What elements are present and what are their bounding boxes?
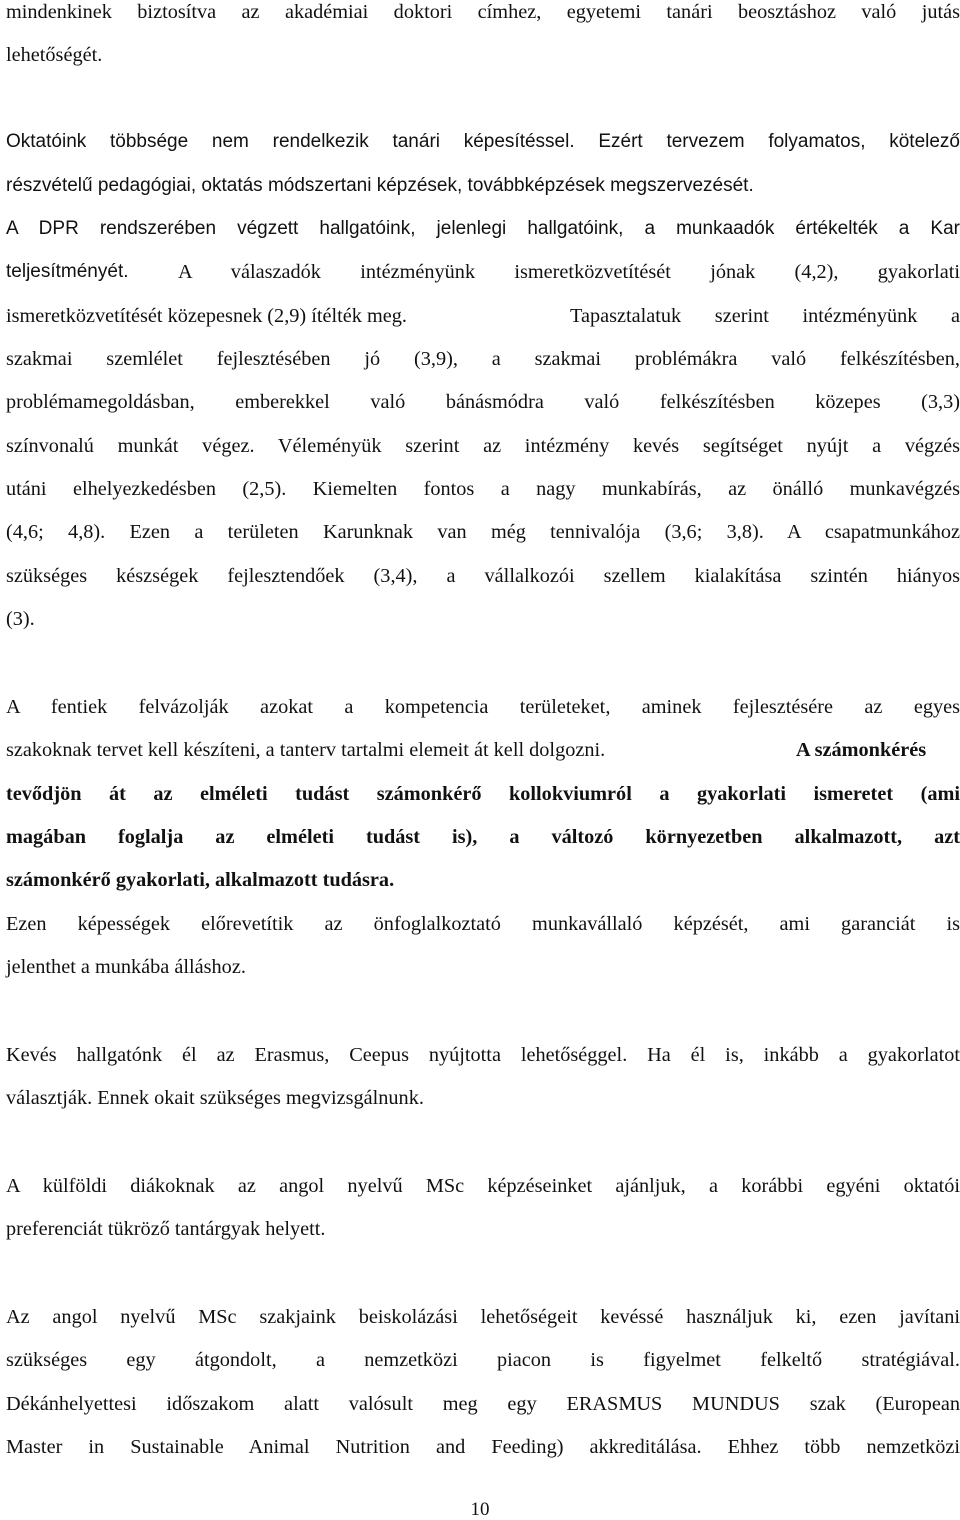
text-line: problémamegoldásban, emberekkel való bánásmódra való felkészítésben közepes (3,3) (6, 391, 960, 413)
text-line: A DPR rendszerében végzett hallgatóink, jelenlegi hallgatóink, a munkaadók értékelték a Kar (6, 218, 960, 239)
text-line-bold: A számonkérés (796, 739, 927, 761)
text-line: lehetőségét. (6, 44, 103, 66)
text-line: (4,6; 4,8). Ezen a területen Karunknak van még tennivalója (3,6; 3,8). A csapatmunkához (6, 521, 960, 543)
text-line: Kevés hallgatónk él az Erasmus, Ceepus nyújtotta lehetőséggel. Ha él is, inkább a gyakorlatot (6, 1044, 960, 1066)
text-line: mindenkinek biztosítva az akadémiai doktori címhez, egyetemi tanári beosztáshoz való jutás (6, 1, 960, 23)
text-line: szükséges egy átgondolt, a nemzetközi piacon is figyelmet felkeltő stratégiával. (6, 1349, 960, 1371)
text-line: Dékánhelyettesi időszakom alatt valósult meg egy ERASMUS MUNDUS szak (European (6, 1393, 960, 1415)
text-line: Az angol nyelvű MSc szakjaink beiskolázási lehetőségeit kevéssé használjuk ki, ezen javítani (6, 1306, 960, 1328)
text-line: A fentiek felvázolják azokat a kompetencia területeket, aminek fejlesztésére az egyes (6, 696, 960, 718)
text-line: A külföldi diákoknak az angol nyelvű MSc képzéseinket ajánljuk, a korábbi egyéni oktatói (6, 1175, 960, 1197)
text-line: Tapasztalatuk szerint intézményünk a (570, 305, 960, 327)
text-line: teljesítményét. (6, 261, 129, 282)
text-line-bold: tevődjön át az elméleti tudást számonkérő kollokviumról a gyakorlati ismeretet (ami (6, 783, 960, 805)
text-line: (3). (6, 608, 35, 630)
text-line: ismeretközvetítését közepesnek (2,9) ítélték meg. (6, 305, 407, 327)
text-line-bold: számonkérő gyakorlati, alkalmazott tudásra. (6, 869, 395, 891)
text-line: részvételű pedagógiai, oktatás módszertani képzések, továbbképzések megszervezését. (6, 175, 754, 196)
text-line: jelenthet a munkába álláshoz. (6, 956, 246, 978)
text-line: színvonalú munkát végez. Véleményük szerint az intézmény kevés segítséget nyújt a végzés (6, 435, 960, 457)
text-line: Ezen képességek előrevetítik az önfoglalkoztató munkavállaló képzését, ami garanciát is (6, 913, 960, 935)
text-line: szakmai szemlélet fejlesztésében jó (3,9), a szakmai problémákra való felkészítésben, (6, 348, 960, 370)
text-line: utáni elhelyezkedésben (2,5). Kiemelten fontos a nagy munkabírás, az önálló munkavégzés (6, 478, 960, 500)
text-line: választják. Ennek okait szükséges megvizsgálnunk. (6, 1087, 424, 1109)
text-line: Oktatóink többsége nem rendelkezik tanári képesítéssel. Ezért tervezem folyamatos, kötelező (6, 131, 960, 152)
text-line: szükséges készségek fejlesztendőek (3,4), a vállalkozói szellem kialakítása szintén hiányos (6, 565, 960, 587)
text-line: szakoknak tervet kell készíteni, a tanterv tartalmi elemeit át kell dolgozni. (6, 739, 606, 761)
text-line-bold: magában foglalja az elméleti tudást is), a változó környezetben alkalmazott, azt (6, 826, 960, 848)
page-number: 10 (470, 1499, 490, 1520)
text-line: A válaszadók intézményünk ismeretközvetítését jónak (4,2), gyakorlati (178, 261, 960, 283)
text-line: Master in Sustainable Animal Nutrition and Feeding) akkreditálása. Ehhez több nemzetközi (6, 1436, 960, 1458)
text-line: preferenciát tükröző tantárgyak helyett. (6, 1218, 326, 1240)
